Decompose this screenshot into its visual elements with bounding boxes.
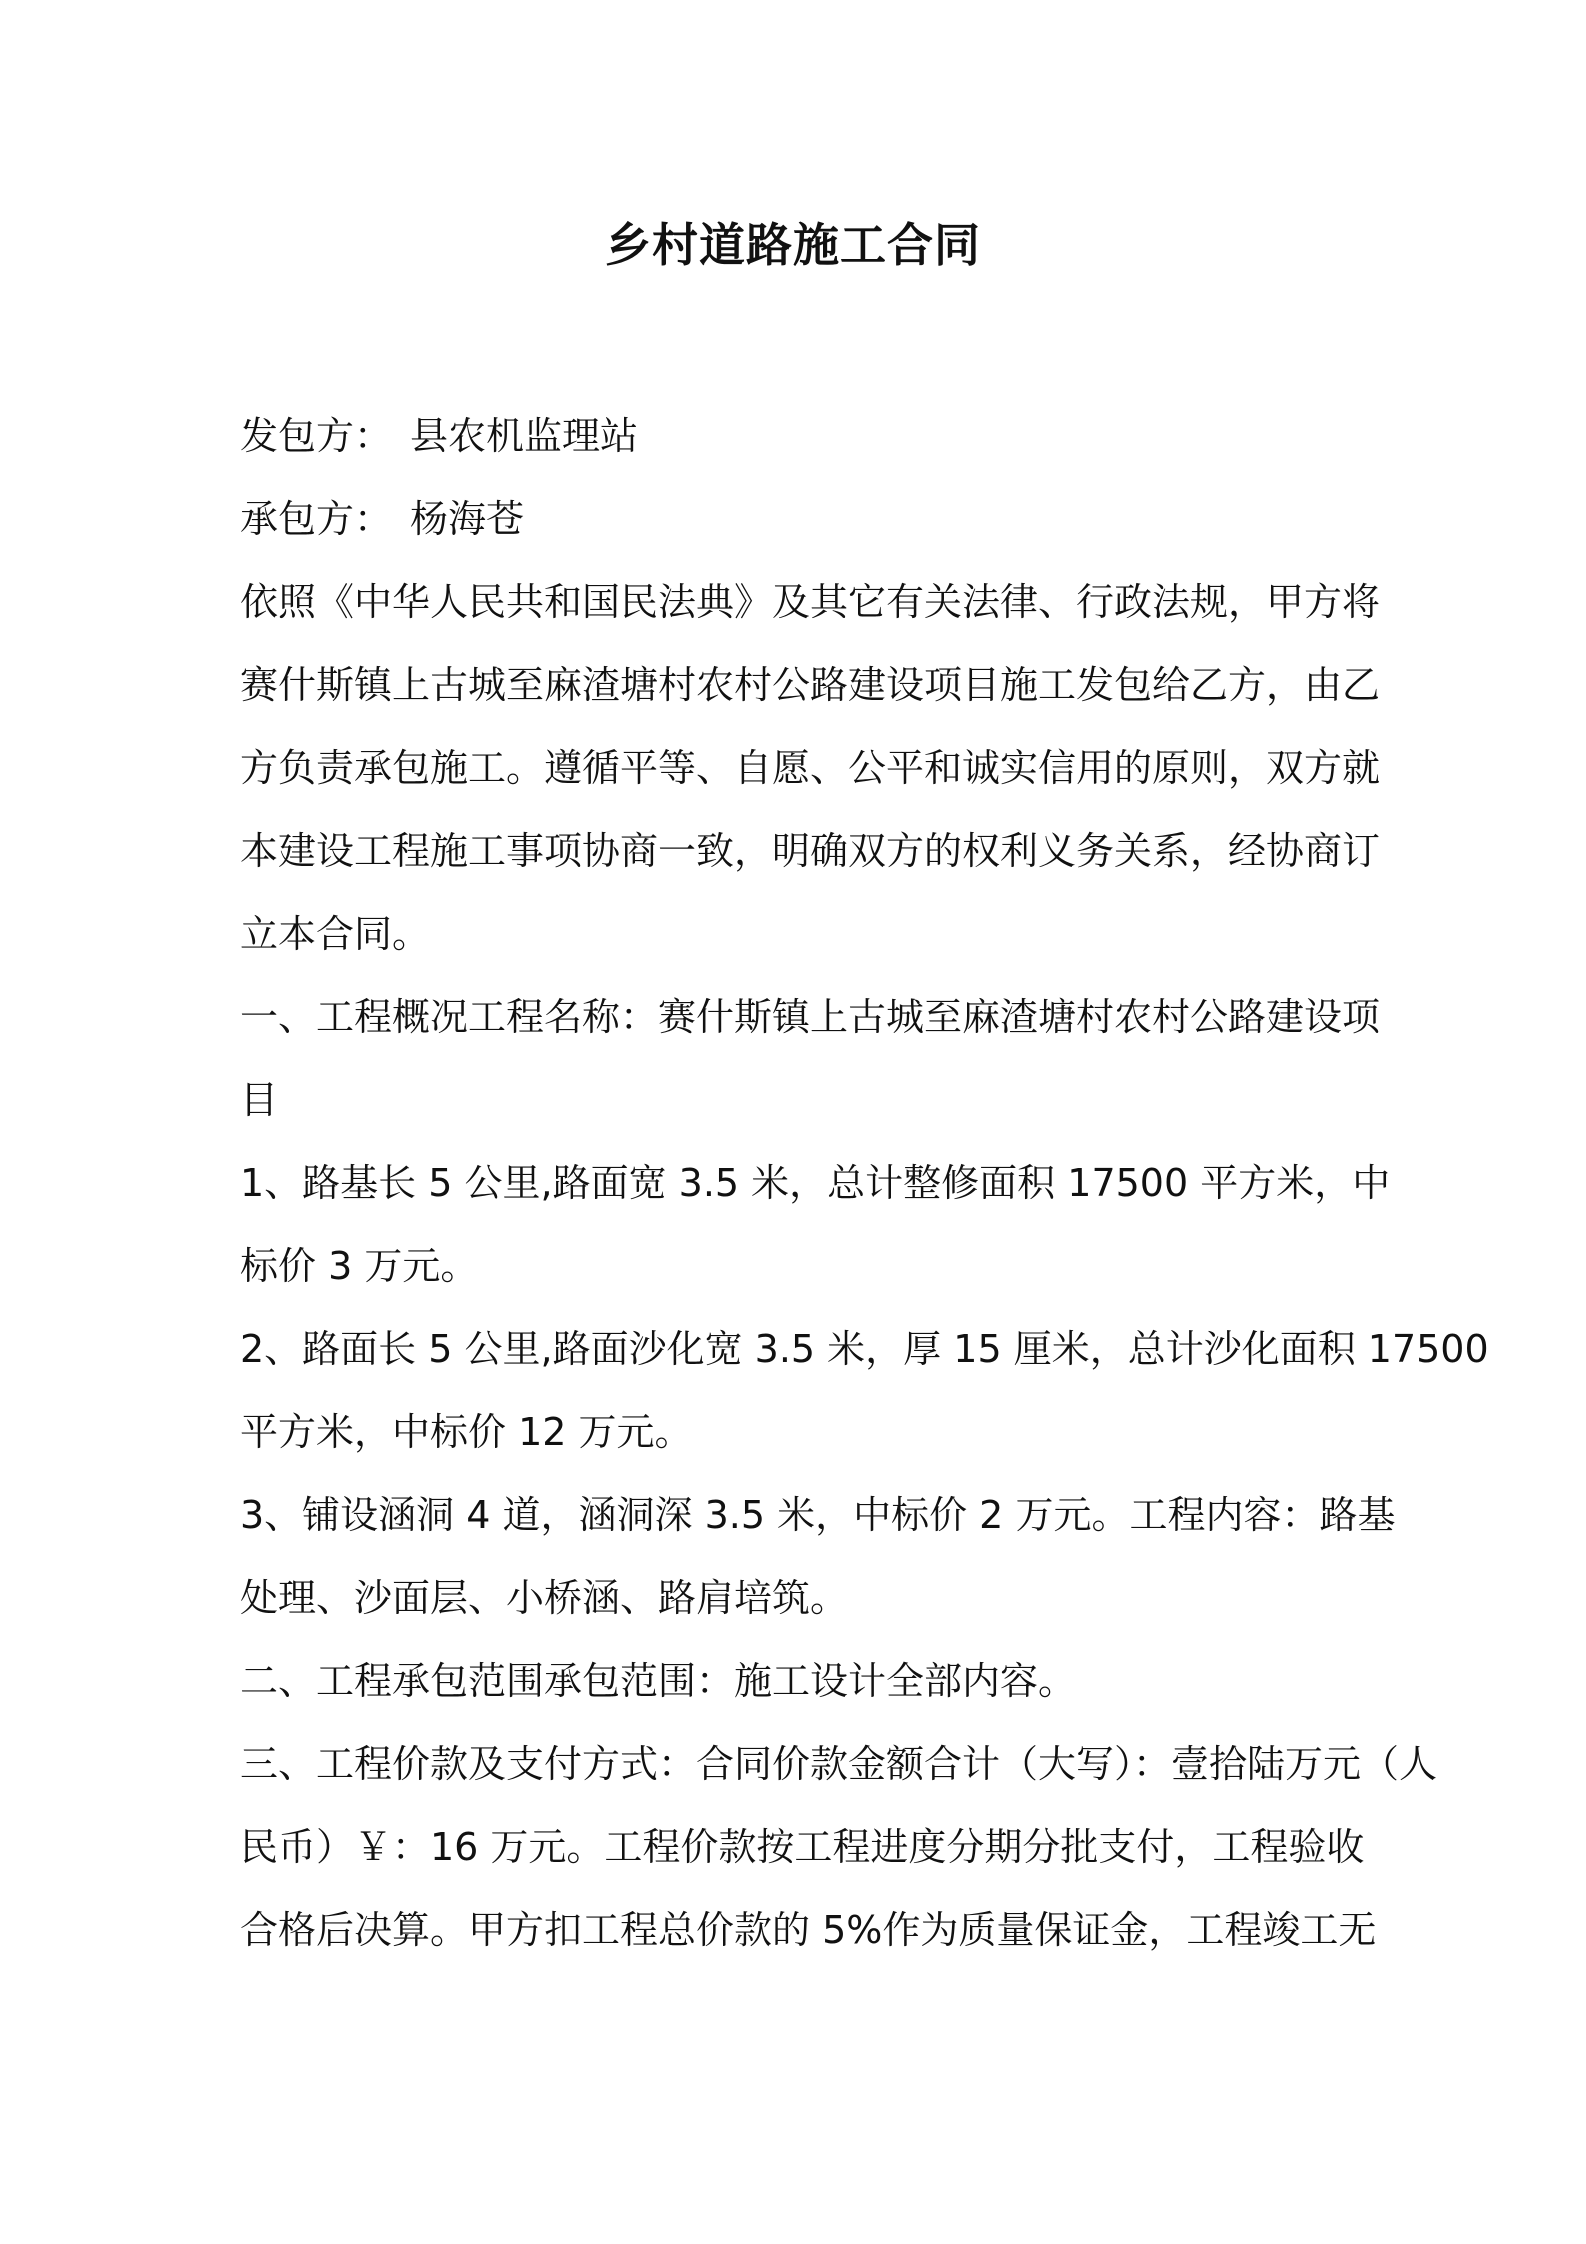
text-line: 赛什斯镇上古城至麻渣塘村农村公路建设项目施工发包给乙方，由乙 [240, 663, 1381, 707]
text-line: 1、路基长 5 公里,路面宽 3.5 米，总计整修面积 17500 平方米，中 [240, 1161, 1391, 1205]
document-title: 乡村道路施工合同 [605, 218, 981, 272]
text-line: 本建设工程施工事项协商一致，明确双方的权利义务关系，经协商订 [240, 829, 1381, 873]
issuer-line [240, 395, 1360, 478]
text-line: 依照《中华人民共和国民法典》及其它有关法律、行政法规，甲方将 [240, 580, 1381, 624]
contractor-value: 杨海苍 [410, 497, 525, 541]
issuer-label: 发包方： [240, 414, 393, 458]
text-line: 平方米，中标价 12 万元。 [240, 1410, 693, 1454]
text-line: 二、工程承包范围承包范围：施工设计全部内容。 [240, 1659, 1077, 1703]
text-line: 方负责承包施工。遵循平等、自愿、公平和诚实信用的原则，双方就 [240, 746, 1381, 790]
text-line: 目 [240, 1078, 279, 1122]
contractor-line [240, 478, 1360, 561]
text-line: 一、工程概况工程名称：赛什斯镇上古城至麻渣塘村农村公路建设项 [240, 995, 1381, 1039]
text-line: 标价 3 万元。 [240, 1244, 479, 1288]
issuer-value: 县农机监理站 [410, 414, 639, 458]
text-line: 3、铺设涵洞 4 道，涵洞深 3.5 米，中标价 2 万元。工程内容：路基 [240, 1493, 1396, 1537]
contractor-label: 承包方： [240, 497, 393, 541]
text-line: 2、路面长 5 公里,路面沙化宽 3.5 米，厚 15 厘米，总计沙化面积 17500 [240, 1327, 1489, 1371]
document-body [240, 395, 1489, 1972]
text-line: 立本合同。 [240, 912, 431, 956]
text-line: 三、工程价款及支付方式：合同价款金额合计（大写）：壹拾陆万元（人 [240, 1742, 1438, 1786]
text-line: 民币）￥：16 万元。工程价款按工程进度分期分批支付，工程验收 [240, 1825, 1365, 1869]
text-line: 处理、沙面层、小桥涵、路肩培筑。 [240, 1576, 849, 1620]
text-line: 合格后决算。甲方扣工程总价款的 5%作为质量保证金，工程竣工无 [240, 1908, 1377, 1952]
